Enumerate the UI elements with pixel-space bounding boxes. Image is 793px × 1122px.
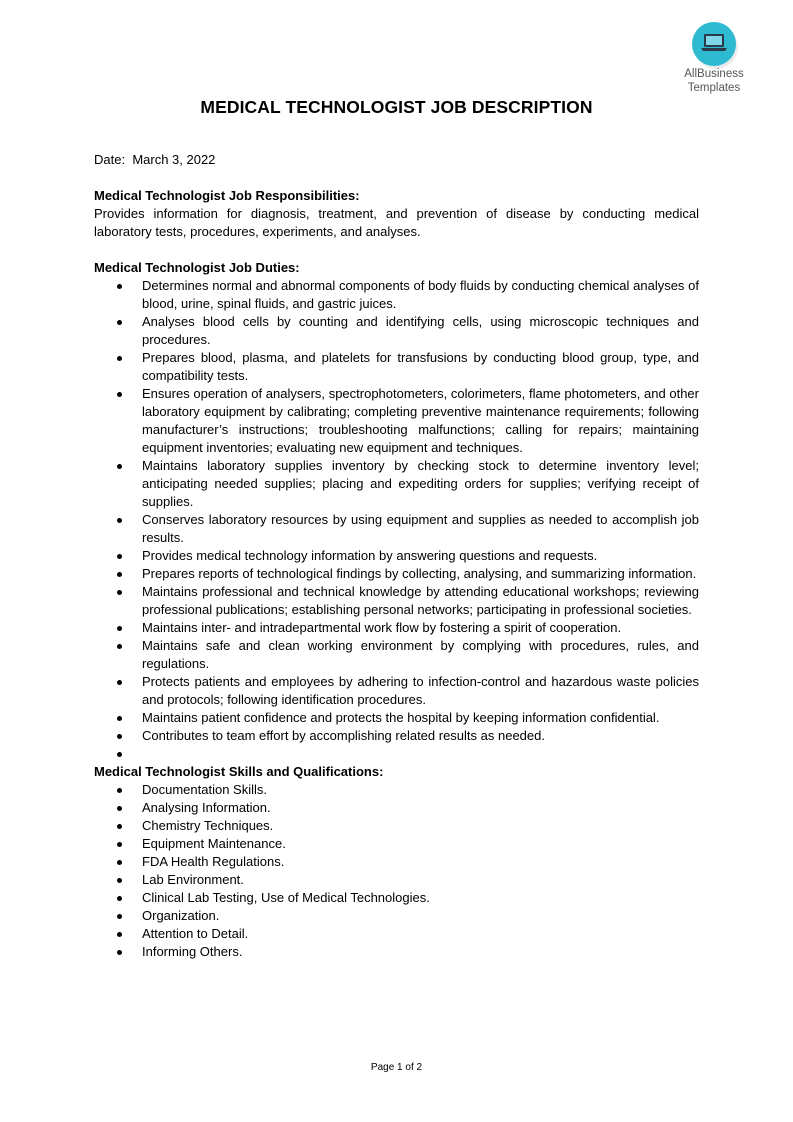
bullet-icon (117, 806, 122, 811)
date-label: Date: (94, 152, 126, 167)
bullet-icon (117, 752, 122, 757)
bullet-icon (117, 320, 122, 325)
list-item-text: Prepares blood, plasma, and platelets for transfusions by conducting blood group, type, and compatibility tests. (142, 350, 699, 383)
page-number: Page 1 of 2 (370, 1062, 423, 1073)
bullet-icon (117, 788, 122, 793)
bullet-icon (117, 842, 122, 847)
list-item-text: Protects patients and employees by adhering to infection-control and hazardous waste policies and protocols; following identification procedures. (142, 674, 699, 707)
document-body (94, 151, 699, 961)
list-item (94, 511, 699, 547)
list-item (94, 835, 699, 853)
list-item-text: Attention to Detail. (142, 926, 249, 941)
list-item (94, 817, 699, 835)
bullet-icon (117, 716, 122, 721)
bullet-icon (117, 896, 122, 901)
list-item (94, 925, 699, 943)
bullet-icon (117, 680, 122, 685)
list-item (94, 547, 699, 565)
bullet-icon (117, 860, 122, 865)
list-item-text: Analyses blood cells by counting and identifying cells, using microscopic techniques and procedures. (142, 314, 699, 347)
list-item-text: Organization. (142, 908, 220, 923)
list-item (94, 673, 699, 709)
bullet-icon (117, 356, 122, 361)
list-item-text: Provides medical technology information by answering questions and requests. (142, 548, 598, 563)
bullet-icon (117, 950, 122, 955)
list-item (94, 457, 699, 511)
bullet-icon (117, 914, 122, 919)
list-item-text: Documentation Skills. (142, 782, 267, 797)
list-item-text: Equipment Maintenance. (142, 836, 286, 851)
list-item-text: Clinical Lab Testing, Use of Medical Technologies. (142, 890, 430, 905)
bullet-icon (117, 518, 122, 523)
list-item (94, 349, 699, 385)
list-item-text: Contributes to team effort by accomplishing related results as needed. (142, 728, 545, 743)
list-item (94, 709, 699, 727)
list-item (94, 727, 699, 745)
list-item (94, 799, 699, 817)
list-item-text: Ensures operation of analysers, spectrophotometers, colorimeters, flame photometers, and other laboratory equipment by calibrating; completing preventive maintenance requirements; following manufacturer’s instructions; troubleshooting malfunctions; calling for repairs; maintaining equipment inventories; evaluating new equipment and techniques. (142, 386, 699, 455)
allbusiness-templates-logo (676, 22, 752, 94)
bullet-icon (117, 878, 122, 883)
list-item (94, 871, 699, 889)
list-item (94, 277, 699, 313)
list-item-text: FDA Health Regulations. (142, 854, 285, 869)
skills-list (94, 781, 699, 961)
bullet-icon (117, 590, 122, 595)
bullet-icon (117, 572, 122, 577)
logo-text-line2: Templates (687, 82, 741, 94)
responsibilities-heading: Medical Technologist Job Responsibilities: (94, 188, 360, 203)
laptop-icon (692, 22, 736, 66)
duties-list (94, 277, 699, 763)
responsibilities-text: Provides information for diagnosis, treatment, and prevention of disease by conducting medical laboratory tests, procedures, experiments, and analyses. (94, 206, 699, 239)
list-item-text: Maintains inter- and intradepartmental work flow by fostering a spirit of cooperation. (142, 620, 622, 635)
bullet-icon (117, 734, 122, 739)
list-item (94, 889, 699, 907)
list-item (94, 637, 699, 673)
duties-heading: Medical Technologist Job Duties: (94, 260, 300, 275)
list-item-text: Lab Environment. (142, 872, 244, 887)
document-title: MEDICAL TECHNOLOGIST JOB DESCRIPTION (200, 97, 593, 117)
bullet-icon (117, 644, 122, 649)
list-item-text: Maintains professional and technical knowledge by attending educational workshops; reviewing professional publications; establishing personal networks; participating in professional societies. (142, 584, 699, 617)
date-row (94, 151, 699, 169)
list-item (94, 385, 699, 457)
list-item-text: Determines normal and abnormal components of body fluids by conducting chemical analyses of blood, urine, spinal fluids, and gastric juices. (142, 278, 699, 311)
list-item (94, 853, 699, 871)
bullet-icon (117, 824, 122, 829)
logo-text-line1: AllBusiness (684, 68, 744, 80)
bullet-icon (117, 932, 122, 937)
list-item-text: Chemistry Techniques. (142, 818, 274, 833)
list-item (94, 583, 699, 619)
bullet-icon (117, 464, 122, 469)
bullet-icon (117, 392, 122, 397)
list-item (94, 619, 699, 637)
list-item-text: Conserves laboratory resources by using equipment and supplies as needed to accomplish job results. (142, 512, 699, 545)
date-value: March 3, 2022 (132, 152, 216, 167)
list-item-text: Analysing Information. (142, 800, 271, 815)
list-item (94, 943, 699, 961)
list-item (94, 907, 699, 925)
skills-heading: Medical Technologist Skills and Qualifications: (94, 764, 384, 779)
bullet-icon (117, 284, 122, 289)
list-item-text: Maintains patient confidence and protects the hospital by keeping information confidential. (142, 710, 660, 725)
list-item-text: Maintains safe and clean working environment by complying with procedures, rules, and regulations. (142, 638, 699, 671)
list-item (94, 313, 699, 349)
list-item (94, 745, 699, 763)
bullet-icon (117, 626, 122, 631)
list-item (94, 565, 699, 583)
list-item-text: Prepares reports of technological findings by collecting, analysing, and summarizing information. (142, 566, 697, 581)
list-item-text: Maintains laboratory supplies inventory by checking stock to determine inventory level; anticipating needed supplies; placing and expediting orders for supplies; verifying receipt of supplies. (142, 458, 699, 509)
bullet-icon (117, 554, 122, 559)
list-item-text: Informing Others. (142, 944, 243, 959)
list-item (94, 781, 699, 799)
